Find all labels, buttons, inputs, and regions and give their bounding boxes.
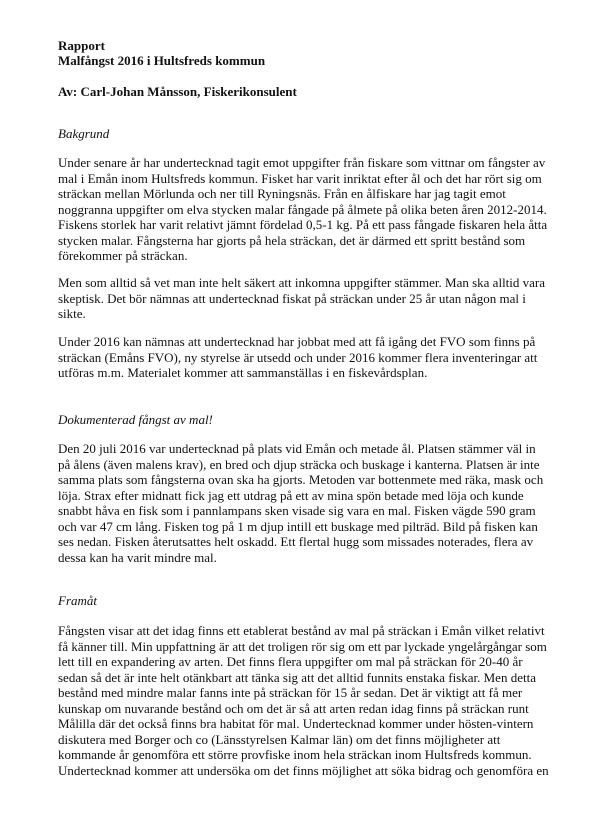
section-heading-dokumenterad: Dokumenterad fångst av mal!	[58, 412, 213, 427]
text-line: och var 47 cm lång. Fisken tog på 1 m djup intill ett buskage med pilträd. Bild på fisken kan	[58, 518, 538, 534]
text-line: sedan så det är inte helt otänkbart att tänka sig att det alltid funnits enstaka fiskar. Men detta	[58, 669, 536, 685]
text-line: sträckan mellan Mörlunda och ner till Ryningsnäs. Från en ålfiskare har jag tagit emot	[58, 186, 506, 201]
report-label: Rapport	[58, 38, 105, 53]
text-line: Under senare år har undertecknad tagit emot uppgifter från fiskare som vittnar om fångster av	[58, 155, 546, 170]
text-line: Fiskens storlek har varit relativt jämnt fördelad 0,5-1 kg. På ett pass fångade fiskaren hela åtta	[58, 217, 548, 232]
text-line: bestånd med mindre malar fanns inte på sträckan för 15 år sedan. Det är viktigt att få mer	[58, 685, 523, 700]
paragraph	[58, 275, 558, 322]
text-line: Målilla där det också finns bra habitat för mal. Undertecknad kommer under hösten-vintern	[58, 716, 534, 731]
text-line: kunskap om nuvarande bestånd och om det är så att arten redan idag finns på sträckan runt	[58, 700, 529, 716]
report-author: Av: Carl-Johan Månsson, Fiskerikonsulent	[58, 84, 297, 99]
text-line: utföras m.m. Materialet kommer att sammanställas i en fiskevårdsplan.	[58, 365, 428, 380]
text-line: sträckan (Emåns FVO), ny styrelse är utsedd och under 2016 kommer flera inventeringar att	[58, 349, 538, 365]
section-heading-bakgrund: Bakgrund	[58, 126, 110, 141]
text-line: Under 2016 kan nämnas att undertecknad har jobbat med att få igång det FVO som finns på	[58, 334, 536, 349]
section-heading-framat: Framåt	[58, 593, 97, 608]
text-line: sikte.	[58, 306, 86, 321]
paragraph	[58, 441, 558, 565]
text-line: förekommer på sträckan.	[58, 248, 188, 263]
text-line: kommande år genomföra ett större provfiske inom hela sträckan inom Hultsfreds kommun.	[58, 747, 532, 762]
paragraph	[58, 623, 558, 778]
text-line: ses nedan. Fisken återutsattes helt oskadd. Ett flertal hugg som missades noterades, flera av	[58, 534, 534, 549]
text-line: mal i Emån inom Hultsfreds kommun. Fisket har varit inriktat efter ål och det har rört sig om	[58, 170, 542, 186]
text-line: noggranna uppgifter om elva stycken malar fångade på ålmete på olika beten åren 2012-2014.	[58, 201, 547, 217]
text-line: Undertecknad kommer att undersöka om det finns möjlighet att söka bidrag och genomföra en	[58, 762, 549, 778]
text-line: på ålens (även malens krav), en bred och djup sträcka och buskage i kanterna. Platsen är inte	[58, 456, 540, 472]
text-line: stycken malar. Fångsterna har gjorts på hela sträckan, det är därmed ett spritt bestånd som	[58, 232, 526, 248]
text-line: Den 20 juli 2016 var undertecknad på plats vid Emån och metade ål. Platsen stämmer väl in	[58, 441, 536, 456]
text-line: lett till en expandering av arten. Det finns flera uppgifter om mal på sträckan för 20-40 år	[58, 654, 523, 669]
text-line: diskutera med Borger och co (Länsstyrelsen Kalmar län) om det finns möjligheter att	[58, 731, 501, 747]
text-line: dessa kan ha varit mindre mal.	[58, 549, 217, 565]
text-line: Fångsten visar att det idag finns ett etablerat bestånd av mal på sträckan i Emån vilket relativt	[58, 623, 545, 638]
text-line: skeptisk. Det bör nämnas att undertecknad fiskat på sträckan under 25 år utan någon mal i	[58, 290, 526, 306]
text-line: löja. Strax efter midnatt fick jag ett utdrag på ett av mina spön betade med löja och kunde	[58, 487, 524, 503]
report-title: Malfångst 2016 i Hultsfreds kommun	[58, 53, 266, 68]
text-line: Men som alltid så vet man inte helt säkert att inkomna uppgifter stämmer. Man ska alltid vara	[58, 275, 546, 290]
paragraph	[58, 155, 558, 264]
text-line: få känner till. Min uppfattning är att det troligen rör sig om ett par lyckade yngelårgångar som	[58, 638, 547, 654]
text-line: samma plats som fångsterna ovan ska ha gjorts. Metoden var bottenmete med räka, mask och	[58, 472, 544, 487]
text-line: snabbt håva en fisk som i pannlampans sken visade sig vara en mal. Fisken vägde 590 gram	[58, 503, 536, 518]
paragraph	[58, 334, 558, 381]
